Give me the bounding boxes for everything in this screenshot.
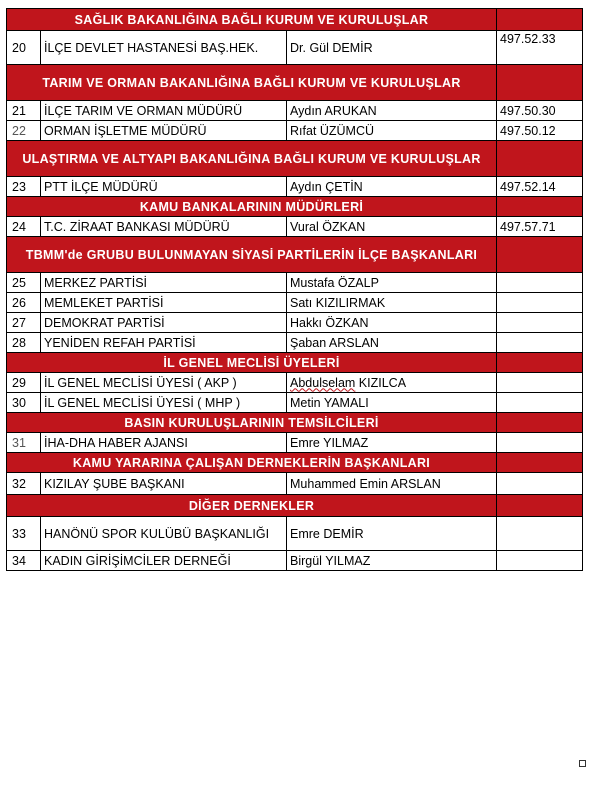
row-name: Emre DEMİR	[287, 517, 497, 551]
section-title: BASIN KURULUŞLARININ TEMSİLCİLERİ	[7, 413, 497, 433]
row-number: 23	[7, 177, 41, 197]
row-title: ORMAN İŞLETME MÜDÜRÜ	[41, 121, 287, 141]
row-phone	[497, 433, 583, 453]
table-row	[7, 121, 583, 141]
table-row	[7, 393, 583, 413]
table-row	[7, 313, 583, 333]
row-name: Hakkı ÖZKAN	[287, 313, 497, 333]
page-corner-marker	[579, 760, 586, 767]
section-title: KAMU BANKALARININ MÜDÜRLERİ	[7, 197, 497, 217]
section-title: ULAŞTIRMA VE ALTYAPI BAKANLIĞINA BAĞLI KURUM VE KURULUŞLAR	[7, 141, 497, 177]
row-name: Emre YILMAZ	[287, 433, 497, 453]
row-name	[287, 373, 497, 393]
row-number: 30	[7, 393, 41, 413]
row-name: Metin YAMALI	[287, 393, 497, 413]
section-header-row	[7, 495, 583, 517]
row-title: İHA-DHA HABER AJANSI	[41, 433, 287, 453]
row-title: KADIN GİRİŞİMCİLER DERNEĞİ	[41, 551, 287, 571]
row-title: HANÖNÜ SPOR KULÜBÜ BAŞKANLIĞI	[41, 517, 287, 551]
row-phone: 497.50.30	[497, 101, 583, 121]
section-header-row	[7, 353, 583, 373]
row-title: DEMOKRAT PARTİSİ	[41, 313, 287, 333]
row-name: Vural ÖZKAN	[287, 217, 497, 237]
row-number: 21	[7, 101, 41, 121]
row-phone: 497.52.33	[497, 31, 583, 65]
row-phone	[497, 517, 583, 551]
row-number: 24	[7, 217, 41, 237]
row-number: 34	[7, 551, 41, 571]
section-title: TARIM VE ORMAN BAKANLIĞINA BAĞLI KURUM VE KURULUŞLAR	[7, 65, 497, 101]
table-row	[7, 433, 583, 453]
table-row	[7, 177, 583, 197]
row-phone	[497, 551, 583, 571]
row-number: 28	[7, 333, 41, 353]
table-row	[7, 217, 583, 237]
row-phone: 497.52.14	[497, 177, 583, 197]
section-title: TBMM'de GRUBU BULUNMAYAN SİYASİ PARTİLERİN İLÇE BAŞKANLARI	[7, 237, 497, 273]
section-header-row	[7, 9, 583, 31]
section-header-row	[7, 413, 583, 433]
section-header-row	[7, 237, 583, 273]
row-number: 26	[7, 293, 41, 313]
row-title: MEMLEKET PARTİSİ	[41, 293, 287, 313]
row-phone	[497, 473, 583, 495]
table-row	[7, 333, 583, 353]
row-name: Rıfat ÜZÜMCÜ	[287, 121, 497, 141]
section-title: KAMU YARARINA ÇALIŞAN DERNEKLERİN BAŞKANLARI	[7, 453, 497, 473]
row-phone	[497, 393, 583, 413]
row-phone	[497, 333, 583, 353]
section-title: İL GENEL MECLİSİ ÜYELERİ	[7, 353, 497, 373]
row-name: Birgül YILMAZ	[287, 551, 497, 571]
row-name-first: Abdulselam	[290, 375, 356, 390]
table-row	[7, 517, 583, 551]
row-title: YENİDEN REFAH PARTİSİ	[41, 333, 287, 353]
row-name-last: KIZILCA	[355, 375, 407, 390]
section-header-row	[7, 197, 583, 217]
row-phone	[497, 373, 583, 393]
table-row	[7, 373, 583, 393]
row-number: 20	[7, 31, 41, 65]
row-number: 29	[7, 373, 41, 393]
row-number: 33	[7, 517, 41, 551]
table-row	[7, 31, 583, 65]
row-title: MERKEZ PARTİSİ	[41, 273, 287, 293]
row-title: PTT İLÇE MÜDÜRÜ	[41, 177, 287, 197]
row-phone	[497, 313, 583, 333]
section-header-row	[7, 453, 583, 473]
row-title: İL GENEL MECLİSİ ÜYESİ ( MHP )	[41, 393, 287, 413]
row-number: 25	[7, 273, 41, 293]
table-row	[7, 551, 583, 571]
section-title: SAĞLIK BAKANLIĞINA BAĞLI KURUM VE KURULUŞLAR	[7, 9, 497, 31]
contact-table	[6, 8, 583, 571]
row-phone	[497, 273, 583, 293]
table-row	[7, 473, 583, 495]
table-row	[7, 101, 583, 121]
row-title: KIZILAY ŞUBE BAŞKANI	[41, 473, 287, 495]
row-phone: 497.57.71	[497, 217, 583, 237]
row-name: Şaban ARSLAN	[287, 333, 497, 353]
section-title: DİĞER DERNEKLER	[7, 495, 497, 517]
row-number: 22	[7, 121, 41, 141]
row-name: Mustafa ÖZALP	[287, 273, 497, 293]
row-title: İLÇE DEVLET HASTANESİ BAŞ.HEK.	[41, 31, 287, 65]
row-name: Aydın ARUKAN	[287, 101, 497, 121]
row-title: T.C. ZİRAAT BANKASI MÜDÜRÜ	[41, 217, 287, 237]
row-name: Aydın ÇETİN	[287, 177, 497, 197]
row-title: İL GENEL MECLİSİ ÜYESİ ( AKP )	[41, 373, 287, 393]
section-header-row	[7, 65, 583, 101]
table-row	[7, 273, 583, 293]
table-row	[7, 293, 583, 313]
row-name: Dr. Gül DEMİR	[287, 31, 497, 65]
row-number: 27	[7, 313, 41, 333]
row-phone	[497, 293, 583, 313]
row-phone: 497.50.12	[497, 121, 583, 141]
row-number: 31	[7, 433, 41, 453]
row-number: 32	[7, 473, 41, 495]
row-name: Muhammed Emin ARSLAN	[287, 473, 497, 495]
section-header-row	[7, 141, 583, 177]
row-title: İLÇE TARIM VE ORMAN MÜDÜRÜ	[41, 101, 287, 121]
row-name: Satı KIZILIRMAK	[287, 293, 497, 313]
